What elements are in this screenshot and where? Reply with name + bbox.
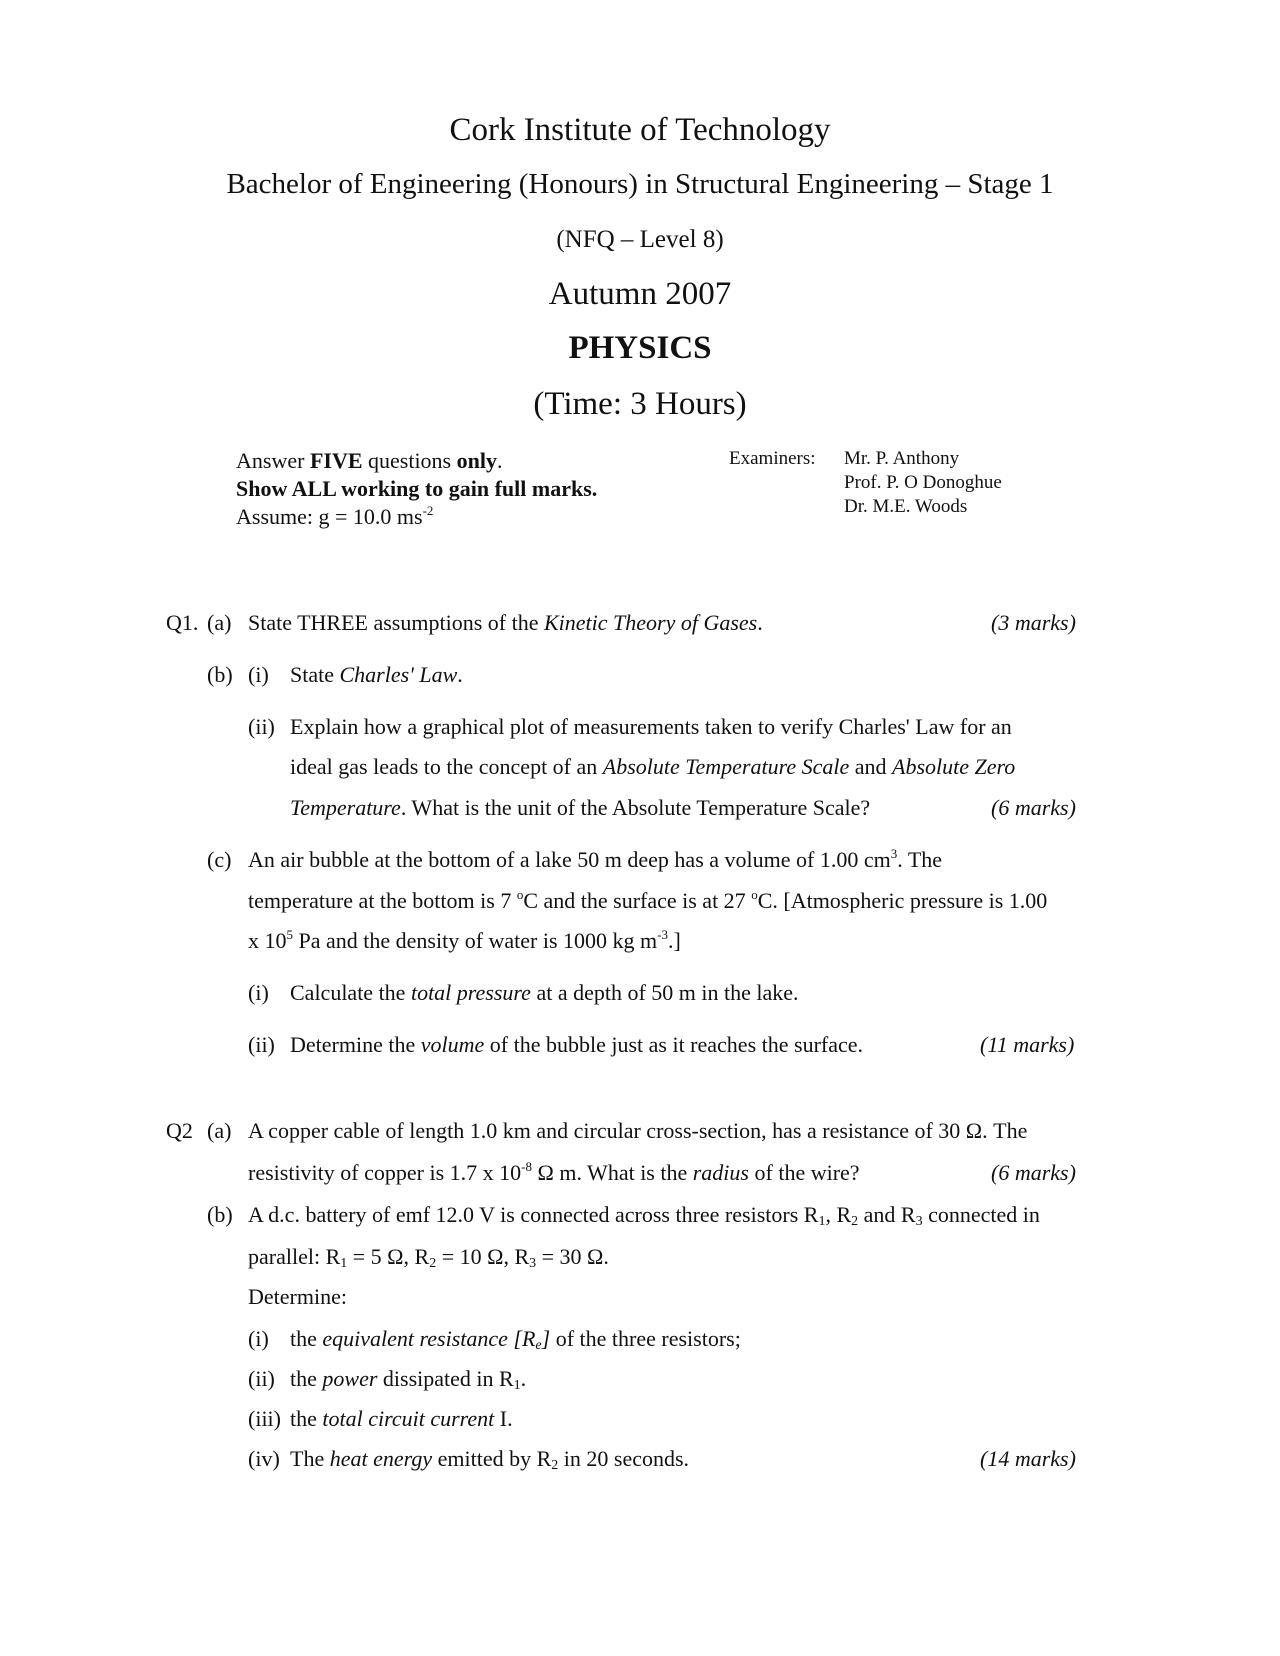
determine-label: Determine:: [248, 1284, 347, 1309]
marks-label: (11 marks): [980, 1032, 1075, 1057]
emphasis-text: ]: [541, 1326, 551, 1351]
question-text: of the bubble just as it reaches the surface.: [484, 1032, 864, 1057]
q2-part-b-ii-text: [290, 1366, 526, 1392]
emphasis-text: Kinetic Theory of Gases: [543, 610, 758, 635]
question-text: .: [520, 1366, 527, 1391]
subpart-label: (i): [248, 980, 269, 1005]
subscript: 1: [340, 1256, 348, 1271]
q1-part-b-ii-line2: [290, 754, 1015, 780]
emphasis-text: [322, 1326, 550, 1351]
question-text: .: [457, 662, 463, 687]
subpart-label: (i): [248, 662, 269, 687]
subscript: 2: [851, 1214, 859, 1229]
subscript: 1: [513, 1378, 521, 1393]
emphasis-text: total pressure: [410, 980, 531, 1005]
question-text: An air bubble at the bottom of a lake 50 m deep has a volume of 1.00 cm: [248, 847, 891, 872]
question-text: C. [Atmospheric pressure is 1.00: [757, 888, 1048, 913]
superscript: -2: [422, 503, 434, 518]
question-text: State THREE assumptions of the: [248, 610, 544, 635]
q2-part-b-iii-text: [290, 1406, 513, 1432]
instruction-text: .: [496, 448, 503, 473]
programme-title: Bachelor of Engineering (Honours) in Structural Engineering – Stage 1: [226, 168, 1054, 200]
emphasis-text: power: [322, 1366, 378, 1391]
q2-part-b-iv-text: [290, 1446, 689, 1472]
q2-part-a-line2: [248, 1160, 860, 1186]
question-text: of the wire?: [749, 1160, 860, 1185]
question-text: at a depth of 50 m in the lake.: [530, 980, 799, 1005]
institution-title: Cork Institute of Technology: [449, 112, 831, 148]
question-text: State: [290, 662, 340, 687]
question-text: temperature at the bottom is 7: [248, 888, 517, 913]
question-text: dissipated in R: [377, 1366, 514, 1391]
examiner-name: Dr. M.E. Woods: [844, 496, 968, 517]
question-text: , R: [825, 1202, 852, 1227]
exam-duration: (Time: 3 Hours): [533, 386, 747, 422]
part-label: (a): [207, 610, 232, 635]
question-text: Calculate the: [290, 980, 411, 1005]
question-text: the: [290, 1406, 323, 1431]
q1-part-c-i-text: [290, 980, 799, 1006]
superscript: o: [516, 887, 524, 902]
question-text: emitted by R: [432, 1446, 552, 1471]
marks-label: (6 marks): [991, 795, 1076, 820]
marks-label: (3 marks): [991, 610, 1076, 635]
q2-part-b-line2: [248, 1244, 609, 1270]
q1-part-c-line3: [248, 928, 681, 954]
question-text: resistivity of copper is 1.7 x 10: [248, 1160, 522, 1185]
emphasis-text: Absolute Zero: [892, 754, 1016, 779]
superscript: -3: [657, 927, 669, 942]
question-text: the: [290, 1326, 323, 1351]
q2-part-b-line1: [248, 1202, 1040, 1228]
subpart-label: (ii): [248, 714, 275, 739]
subpart-label: (i): [248, 1326, 269, 1351]
exam-session: Autumn 2007: [548, 276, 732, 312]
subpart-label: (iv): [248, 1446, 280, 1471]
q2-part-a-line1: A copper cable of length 1.0 km and circular cross-section, has a resistance of 30 Ω. The: [248, 1118, 1028, 1143]
question-number: Q2: [166, 1118, 193, 1143]
question-text: = 30 Ω.: [536, 1244, 609, 1269]
q1-part-c-ii-text: [290, 1032, 863, 1058]
part-label: (a): [207, 1118, 232, 1143]
question-text: Pa and the density of water is 1000 kg m: [293, 928, 658, 953]
question-text: parallel: R: [248, 1244, 341, 1269]
subject-title: PHYSICS: [568, 330, 712, 366]
emphasis-text: total circuit current: [322, 1406, 495, 1431]
subscript: 2: [551, 1458, 559, 1473]
question-text: C and the surface is at 27: [523, 888, 752, 913]
emphasis-text: radius: [692, 1160, 749, 1185]
part-label: (b): [207, 662, 233, 687]
question-text: and R: [858, 1202, 916, 1227]
question-text: A d.c. battery of emf 12.0 V is connected across three resistors R: [248, 1202, 819, 1227]
instruction-answer-five: [236, 448, 502, 474]
instruction-bold: only: [456, 448, 497, 473]
question-text: .: [757, 610, 763, 635]
question-text: = 10 Ω, R: [436, 1244, 530, 1269]
emphasis-text: equivalent resistance [R: [322, 1326, 536, 1351]
question-text: connected in: [922, 1202, 1040, 1227]
question-text: ideal gas leads to the concept of an: [290, 754, 603, 779]
emphasis-text: volume: [420, 1032, 485, 1057]
examiner-name: Mr. P. Anthony: [844, 448, 960, 469]
emphasis-text: Charles' Law: [339, 662, 458, 687]
subscript: 1: [818, 1214, 826, 1229]
instruction-text: questions: [362, 448, 457, 473]
superscript: -8: [521, 1159, 532, 1174]
nfq-level: (NFQ – Level 8): [556, 226, 724, 253]
emphasis-text: heat energy: [329, 1446, 433, 1471]
q1-part-b-ii-line1: Explain how a graphical plot of measurements taken to verify Charles' Law for an: [290, 714, 1012, 739]
subscript: 3: [529, 1256, 537, 1271]
subscript: 2: [429, 1256, 437, 1271]
question-text: x 10: [248, 928, 287, 953]
emphasis-text: Absolute Temperature Scale: [602, 754, 850, 779]
question-text: of the three resistors;: [550, 1326, 741, 1351]
instruction-gravity: [236, 504, 433, 530]
subscript: e: [535, 1338, 542, 1353]
question-text: the: [290, 1366, 323, 1391]
examiners-label: Examiners:: [729, 448, 816, 469]
instruction-bold: FIVE: [309, 448, 363, 473]
instruction-text: Assume: g = 10.0 ms: [236, 504, 423, 529]
part-label: (b): [207, 1202, 233, 1227]
q1-part-c-line2: [248, 888, 1047, 914]
superscript: 5: [286, 927, 293, 942]
q1-part-b-ii-line3: [290, 795, 870, 821]
q1-part-a-text: [248, 610, 763, 636]
question-text: and: [849, 754, 892, 779]
q1-part-b-i-text: [290, 662, 463, 688]
question-text: in 20 seconds.: [558, 1446, 690, 1471]
question-text: The: [290, 1446, 330, 1471]
instruction-show-working: Show ALL working to gain full marks.: [236, 476, 598, 501]
question-text: = 5 Ω, R: [347, 1244, 430, 1269]
question-text: Determine the: [290, 1032, 421, 1057]
subpart-label: (iii): [248, 1406, 281, 1431]
q2-part-b-i-text: [290, 1326, 741, 1352]
subscript: 3: [915, 1214, 923, 1229]
marks-label: (14 marks): [980, 1446, 1076, 1471]
question-text: I.: [494, 1406, 513, 1431]
question-text: . The: [897, 847, 943, 872]
q1-part-c-line1: [248, 847, 942, 873]
question-number: Q1.: [166, 610, 199, 635]
superscript: o: [751, 887, 758, 902]
question-text: .]: [668, 928, 681, 953]
question-text: Ω m. What is the: [531, 1160, 693, 1185]
subpart-label: (ii): [248, 1032, 275, 1057]
subpart-label: (ii): [248, 1366, 275, 1391]
marks-label: (6 marks): [991, 1160, 1076, 1185]
part-label: (c): [207, 847, 232, 872]
superscript: 3: [890, 846, 898, 861]
question-text: . What is the unit of the Absolute Temperature Scale?: [400, 795, 871, 820]
examiner-name: Prof. P. O Donoghue: [844, 472, 1002, 493]
emphasis-text: Temperature: [290, 795, 401, 820]
instruction-text: Answer: [236, 448, 310, 473]
